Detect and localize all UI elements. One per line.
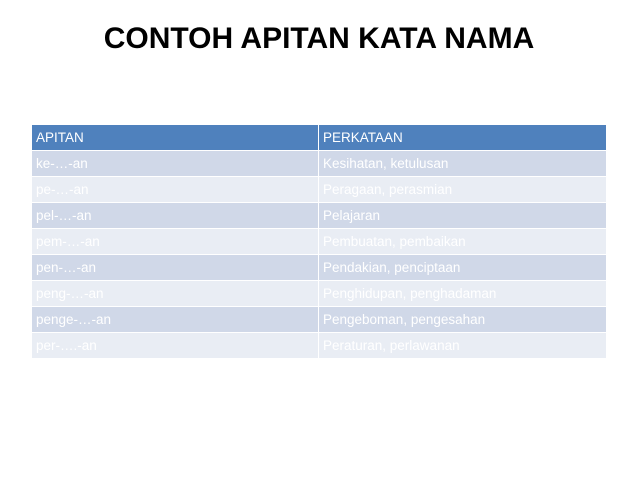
table-row <box>32 151 606 177</box>
apitan-cell: pel-…-an <box>32 203 318 229</box>
table-row <box>32 307 606 333</box>
perkataan-cell: Pengeboman, pengesahan <box>318 307 606 333</box>
perkataan-cell: Penghidupan, penghadaman <box>318 281 606 307</box>
perkataan-cell: Peraturan, perlawanan <box>318 333 606 359</box>
apitan-cell: pen-…-an <box>32 255 318 281</box>
apitan-cell: ke-…-an <box>32 151 318 177</box>
apitan-cell: penge-…-an <box>32 307 318 333</box>
header-perkataan: PERKATAAN <box>318 125 606 151</box>
apitan-table <box>32 125 606 359</box>
slide-title: CONTOH APITAN KATA NAMA <box>103 22 535 55</box>
perkataan-cell: Peragaan, perasmian <box>318 177 606 203</box>
apitan-cell: per-….-an <box>32 333 318 359</box>
apitan-cell: pe-…-an <box>32 177 318 203</box>
header-apitan: APITAN <box>32 125 318 151</box>
table-row <box>32 333 606 359</box>
perkataan-cell: Pelajaran <box>318 203 606 229</box>
apitan-cell: pem-…-an <box>32 229 318 255</box>
apitan-cell: peng-…-an <box>32 281 318 307</box>
table-row <box>32 255 606 281</box>
table-header-row <box>32 125 606 151</box>
perkataan-cell: Pembuatan, pembaikan <box>318 229 606 255</box>
perkataan-cell: Kesihatan, ketulusan <box>318 151 606 177</box>
table-row <box>32 203 606 229</box>
table-row <box>32 281 606 307</box>
table-row <box>32 177 606 203</box>
perkataan-cell: Pendakian, penciptaan <box>318 255 606 281</box>
table-row <box>32 229 606 255</box>
